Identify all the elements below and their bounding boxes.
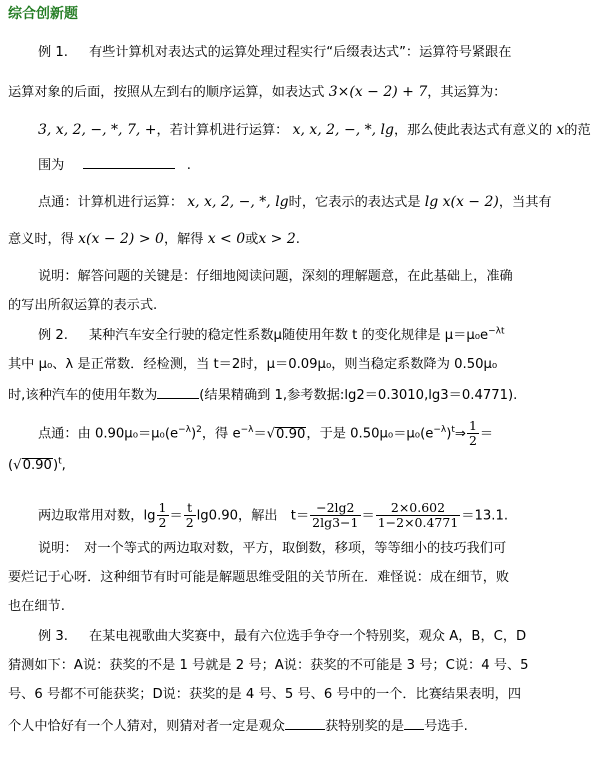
- text: (结果精确到 1,参考数据:lg2＝0.3010,lg3＝0.4771).: [199, 388, 518, 403]
- text: ，当其有: [498, 195, 552, 210]
- tip-label: 点通：: [38, 426, 78, 442]
- text: ，若计算机进行运算：: [156, 123, 289, 138]
- text: 运算对象的后面，按照从左到右的顺序运算，如表达式: [8, 85, 325, 100]
- math-expression: x(x − 2) > 0: [78, 231, 164, 247]
- exponent: t: [58, 456, 62, 467]
- tip-1-line-2: [8, 230, 300, 249]
- example-3-label: 例 3.: [38, 629, 68, 644]
- exponent: −λ: [178, 425, 191, 436]
- example-3-line-2: 猜测如下：A说：获奖的不是 1 号就是 2 号；A说：获奖的不可能是 3 号；C说：4 号、5: [8, 658, 529, 673]
- text: ，那么使此表达式有意义的: [393, 123, 553, 138]
- example-1-line-4: [38, 155, 191, 175]
- denominator: 1−2×0.4771: [377, 515, 459, 530]
- text: 获特别奖的是: [324, 719, 405, 734]
- answer-blank-contestant[interactable]: [404, 716, 424, 730]
- text: 意义时，得: [8, 232, 74, 247]
- text: 两边取常用对数，lg: [38, 508, 156, 524]
- math-sequence: 3, x, 2, −, *, 7, +: [38, 122, 157, 138]
- exponent: t: [451, 425, 455, 436]
- exponent: −λt: [488, 326, 505, 337]
- numerator: t: [184, 501, 196, 516]
- answer-blank[interactable]: [83, 155, 175, 169]
- tip-2-line-1: 点通：由 $0.90\mu_0=\mu_0(e^{-\lambda})^2$，得 $e^{-\lambda}=√0.90$，于是 $0.50\mu_0=\mu_0(e^{-\lambda})^t\Rightarrow$ $\frac{1}{2}$ ＝: [38, 418, 494, 448]
- math-expression: x < 0: [207, 231, 246, 247]
- fraction: [376, 501, 461, 530]
- denominator: 2lg3−1: [312, 515, 359, 530]
- example-1-intro: 有些计算机对表达式的运算处理过程实行“后缀表达式”：运算符号紧跟在: [88, 45, 512, 60]
- example-1-line-2: [8, 83, 506, 102]
- text: 个人中恰好有一个人猜对，则猜对者一定是观众: [8, 719, 285, 734]
- text: lg0.90，解出 t＝: [196, 508, 310, 524]
- fraction: [184, 501, 196, 530]
- note-2-line-1: 说明： 对一个等式的两边取对数，平方，取倒数，移项，等等细小的技巧我们可: [38, 541, 507, 556]
- text: ,: [61, 458, 66, 473]
- example-2-label: 例 2.: [38, 328, 68, 343]
- fraction: [467, 419, 479, 448]
- text: ＝: [253, 426, 267, 442]
- text: ，解得: [163, 232, 204, 247]
- math-expression: 3×(x − 2) + 7: [328, 84, 428, 100]
- sqrt-radicand: 0.90: [276, 426, 306, 442]
- text: ): [52, 458, 59, 473]
- example-1-label: 例 1.: [38, 45, 68, 60]
- text: 或: [245, 232, 259, 247]
- example-2-line-1: [38, 327, 505, 345]
- numerator: −2lg2: [310, 501, 360, 516]
- math-variable: x: [556, 122, 565, 138]
- text: ＝: [169, 508, 183, 524]
- note-1-line-2: 的写出所叙运算的表示式.: [8, 298, 158, 313]
- example-1-line-3: [38, 121, 591, 140]
- example-3-line-3: 号、6 号都不可能获奖；D说：获奖的是 4 号、5 号、6 号中的一个．比赛结果表明，四: [8, 687, 522, 702]
- note-2-line-2: 要烂记于心呀．这种细节有时可能是解题思维受阻的关节所在．难怪说：成在细节，败: [8, 570, 510, 585]
- text: ＝: [361, 508, 375, 524]
- section-heading: 综合创新题: [8, 6, 78, 22]
- text: 围为: [38, 158, 65, 173]
- text: 时,该种汽车的使用年数为: [8, 388, 158, 403]
- text: 某种汽车安全行驶的稳定性系数μ随使用年数 t 的变化规律是 μ＝μ₀e: [88, 328, 489, 343]
- answer-blank[interactable]: [157, 385, 199, 399]
- implies-symbol: ⇒: [454, 426, 466, 442]
- text: 计算机进行运算：: [77, 195, 184, 210]
- math-expression: lg x(x − 2): [424, 194, 499, 210]
- text: 时，它表示的表达式是: [288, 195, 421, 210]
- note-2-line-3: 也在细节.: [8, 599, 65, 614]
- tip-1-line-1: [38, 193, 552, 212]
- tip-label: 点通：: [38, 195, 78, 210]
- text: (: [8, 458, 14, 473]
- math-sequence: x, x, 2, −, *, lg: [187, 194, 289, 210]
- note-1-line-1: 说明：解答问题的关键是：仔细地阅读问题，深刻的理解题意，在此基础上，准确: [38, 269, 513, 284]
- text: ): [446, 426, 452, 442]
- text: ＝13.1.: [461, 508, 509, 524]
- text: ，其运算为：: [427, 85, 507, 100]
- text: 的范: [564, 123, 591, 138]
- example-2-line-2: 其中 μ₀、λ 是正常数．经检测，当 t＝2时，μ＝0.09μ₀，则当稳定系数降为 0.50μ₀: [8, 357, 498, 372]
- text: 在某电视歌曲大奖赛中，最有六位选手争夺一个特别奖，观众 A，B，C，D: [88, 629, 527, 644]
- text: ，于是 0.50μ₀＝μ₀(e: [306, 426, 434, 442]
- exponent: 2: [196, 425, 202, 436]
- text: ): [190, 426, 197, 442]
- numerator: 1: [468, 418, 477, 433]
- denominator: 2: [158, 515, 167, 530]
- example-2-line-3: [8, 385, 517, 405]
- fraction: [310, 501, 360, 530]
- tip-2-line-2: $(√0.90)^t$,: [8, 456, 66, 473]
- sqrt-radicand: 0.90: [22, 458, 52, 473]
- denominator: 2: [468, 433, 477, 448]
- text: 由 0.90μ₀＝μ₀(e: [77, 426, 179, 442]
- log-solution-line: [38, 501, 508, 530]
- example-3-line-4: [8, 716, 468, 736]
- example-3-line-1: [38, 628, 526, 646]
- text: 号选手.: [424, 719, 468, 734]
- answer-blank-viewer[interactable]: [285, 716, 325, 730]
- text: ，得 e: [201, 426, 241, 442]
- exponent: −λ: [433, 425, 447, 436]
- example-1-line-1: [38, 44, 511, 62]
- fraction: [157, 501, 169, 530]
- numerator: 1: [158, 500, 167, 515]
- denominator: 2: [185, 515, 194, 530]
- text: ＝: [479, 426, 494, 442]
- math-expression: x > 2: [258, 231, 296, 247]
- exponent: −λ: [240, 425, 254, 436]
- numerator: 2×0.602: [376, 501, 461, 516]
- period: .: [295, 232, 300, 247]
- math-sequence: x, x, 2, −, *, lg: [292, 122, 394, 138]
- period: .: [186, 158, 191, 173]
